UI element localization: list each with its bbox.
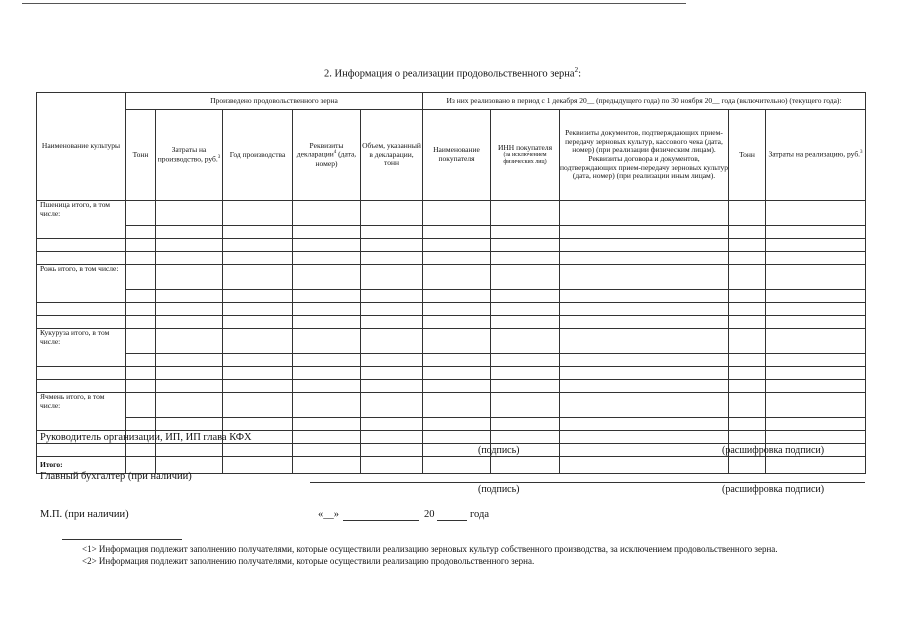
data-cell[interactable] <box>126 303 156 316</box>
data-cell[interactable] <box>361 252 423 265</box>
data-cell[interactable] <box>560 316 729 329</box>
data-cell[interactable] <box>156 444 223 457</box>
data-cell[interactable] <box>293 418 361 431</box>
data-cell[interactable] <box>729 393 766 418</box>
table-row <box>37 226 866 239</box>
data-cell[interactable] <box>156 303 223 316</box>
data-cell[interactable] <box>491 303 560 316</box>
data-cell[interactable] <box>560 303 729 316</box>
data-cell[interactable] <box>491 226 560 239</box>
data-cell[interactable] <box>361 290 423 303</box>
data-cell[interactable] <box>560 354 729 367</box>
data-cell[interactable] <box>126 329 156 354</box>
data-cell[interactable] <box>491 316 560 329</box>
data-cell[interactable] <box>491 201 560 226</box>
grain-sales-table <box>36 92 866 474</box>
accountant-decode-caption: (расшифровка подписи) <box>722 484 825 495</box>
data-cell[interactable] <box>491 354 560 367</box>
data-cell[interactable] <box>293 380 361 393</box>
data-cell[interactable] <box>293 457 361 474</box>
table-row <box>37 316 866 329</box>
data-cell[interactable] <box>491 239 560 252</box>
data-cell[interactable] <box>223 354 293 367</box>
crop-name-cell: Рожь итого, в том числе: <box>37 265 126 303</box>
data-cell[interactable] <box>423 367 491 380</box>
data-cell[interactable] <box>423 431 491 444</box>
header-transfer-documents: Реквизиты документов, подтверждающих прием-передачу зерновых культур, кассового чека (дата, номер) (при реализации физическим лицам). Реквизиты договора и документов, подтверждающих прием-передачу зерновых культур (дата, номер) (при реализации иным лицам). <box>560 110 729 201</box>
data-cell[interactable] <box>361 444 423 457</box>
footnote-2: <2> Информация подлежит заполнению получателями, которые осуществили реализацию продовольственного зерна. <box>82 556 535 566</box>
data-cell[interactable] <box>156 418 223 431</box>
data-cell[interactable] <box>293 316 361 329</box>
data-cell[interactable] <box>361 418 423 431</box>
head-signature-label: Руководитель организации, ИП, ИП глава КФХ <box>40 432 252 443</box>
data-cell[interactable] <box>560 290 729 303</box>
data-cell[interactable] <box>560 226 729 239</box>
crop-name-cell: Ячмень итого, в том числе: <box>37 393 126 431</box>
data-cell[interactable] <box>361 316 423 329</box>
data-cell[interactable] <box>223 290 293 303</box>
data-cell[interactable] <box>361 265 423 290</box>
data-cell[interactable] <box>766 201 866 226</box>
date-month-line <box>343 520 419 521</box>
data-cell[interactable] <box>766 303 866 316</box>
data-cell[interactable] <box>729 380 766 393</box>
table-row <box>37 201 866 226</box>
header-group-sold: Из них реализовано в период с 1 декабря 20__ (предыдущего года) по 30 ноября 20__ года (включительно) (текущего года): <box>423 93 866 110</box>
data-cell[interactable] <box>223 303 293 316</box>
crop-name-cell: Кукуруза итого, в том числе: <box>37 329 126 367</box>
data-cell[interactable] <box>293 393 361 418</box>
table-row <box>37 239 866 252</box>
date-day: «__» <box>318 509 339 520</box>
data-cell[interactable] <box>293 354 361 367</box>
data-cell[interactable] <box>423 393 491 418</box>
total-label: Итого: <box>37 457 126 474</box>
accountant-signature-label: Главный бухгалтер (при наличии) <box>40 471 192 482</box>
data-cell[interactable] <box>423 329 491 354</box>
data-cell[interactable] <box>156 265 223 290</box>
data-cell[interactable] <box>37 380 126 393</box>
data-cell[interactable] <box>293 265 361 290</box>
data-cell[interactable] <box>491 380 560 393</box>
data-cell[interactable] <box>293 444 361 457</box>
data-cell[interactable] <box>560 265 729 290</box>
data-cell[interactable] <box>560 380 729 393</box>
data-cell[interactable] <box>223 380 293 393</box>
table-row <box>37 354 866 367</box>
data-cell[interactable] <box>361 393 423 418</box>
data-cell[interactable] <box>729 303 766 316</box>
data-cell[interactable] <box>729 316 766 329</box>
header-tons: Тонн <box>126 110 156 201</box>
data-cell[interactable] <box>223 444 293 457</box>
data-cell[interactable] <box>766 457 866 474</box>
header-production-costs: Затраты на производство, руб.$^3$ <box>156 110 223 201</box>
footnote-separator <box>62 539 182 540</box>
data-cell[interactable] <box>126 239 156 252</box>
table-row <box>37 265 866 290</box>
table-row <box>37 380 866 393</box>
data-cell[interactable] <box>156 226 223 239</box>
data-cell[interactable] <box>156 290 223 303</box>
table-row <box>37 252 866 265</box>
header-buyer-inn: ИНН покупателя (за исключением физических лиц) <box>491 110 560 201</box>
data-cell[interactable] <box>156 354 223 367</box>
data-cell[interactable] <box>729 367 766 380</box>
data-cell[interactable] <box>37 444 126 457</box>
data-cell[interactable] <box>491 393 560 418</box>
data-cell[interactable] <box>37 303 126 316</box>
header-sales-costs: Затраты на реализацию, руб.$^3$ <box>766 110 866 201</box>
data-cell[interactable] <box>766 265 866 290</box>
data-cell[interactable] <box>37 367 126 380</box>
data-cell[interactable] <box>361 367 423 380</box>
data-cell[interactable] <box>423 354 491 367</box>
data-cell[interactable] <box>423 252 491 265</box>
data-cell[interactable] <box>423 290 491 303</box>
data-cell[interactable] <box>223 316 293 329</box>
data-cell[interactable] <box>766 367 866 380</box>
data-cell[interactable] <box>37 239 126 252</box>
data-cell[interactable] <box>423 380 491 393</box>
data-cell[interactable] <box>156 239 223 252</box>
data-cell[interactable] <box>126 418 156 431</box>
data-cell[interactable] <box>293 431 361 444</box>
data-cell[interactable] <box>560 457 729 474</box>
data-cell[interactable] <box>729 239 766 252</box>
data-cell[interactable] <box>766 239 866 252</box>
data-cell[interactable] <box>361 457 423 474</box>
data-cell[interactable] <box>729 329 766 354</box>
data-cell[interactable] <box>293 201 361 226</box>
data-cell[interactable] <box>126 226 156 239</box>
data-cell[interactable] <box>491 252 560 265</box>
data-cell[interactable] <box>729 457 766 474</box>
data-cell[interactable] <box>293 252 361 265</box>
data-cell[interactable] <box>293 290 361 303</box>
table-row <box>37 418 866 431</box>
data-cell[interactable] <box>729 290 766 303</box>
header-production-year: Год производства <box>223 110 293 201</box>
data-cell[interactable] <box>126 265 156 290</box>
data-cell[interactable] <box>361 329 423 354</box>
data-cell[interactable] <box>223 329 293 354</box>
header-crop-name: Наименование культуры <box>37 93 126 201</box>
data-cell[interactable] <box>491 329 560 354</box>
data-cell[interactable] <box>361 201 423 226</box>
data-cell[interactable] <box>766 329 866 354</box>
data-cell[interactable] <box>491 431 560 444</box>
data-cell[interactable] <box>223 252 293 265</box>
data-cell[interactable] <box>729 431 766 444</box>
date-year-line <box>437 520 467 521</box>
data-cell[interactable] <box>491 367 560 380</box>
table-row <box>37 329 866 354</box>
data-cell[interactable] <box>293 239 361 252</box>
data-cell[interactable] <box>423 226 491 239</box>
data-cell[interactable] <box>729 418 766 431</box>
data-cell[interactable] <box>293 367 361 380</box>
header-declared-volume: Объем, указанный в декларации, тонн <box>361 110 423 201</box>
data-cell[interactable] <box>560 444 729 457</box>
data-cell[interactable] <box>560 431 729 444</box>
header-group-produced: Произведено продовольственного зерна <box>126 93 423 110</box>
data-cell[interactable] <box>766 226 866 239</box>
table-row <box>37 393 866 418</box>
date-year-prefix: 20 <box>424 509 435 520</box>
data-cell[interactable] <box>223 457 293 474</box>
data-cell[interactable] <box>766 380 866 393</box>
data-cell[interactable] <box>37 252 126 265</box>
data-cell[interactable] <box>423 265 491 290</box>
data-cell[interactable] <box>423 201 491 226</box>
accountant-signature-line <box>310 482 865 483</box>
data-cell[interactable] <box>156 201 223 226</box>
data-cell[interactable] <box>766 252 866 265</box>
data-cell[interactable] <box>560 367 729 380</box>
data-cell[interactable] <box>223 418 293 431</box>
data-cell[interactable] <box>560 252 729 265</box>
data-cell[interactable] <box>560 201 729 226</box>
data-cell[interactable] <box>223 367 293 380</box>
data-cell[interactable] <box>126 316 156 329</box>
data-cell[interactable] <box>37 316 126 329</box>
head-sign-caption: (подпись) <box>478 445 520 456</box>
data-cell[interactable] <box>766 418 866 431</box>
data-cell[interactable] <box>223 265 293 290</box>
footnote-1: <1> Информация подлежит заполнению получателями, которые осуществили реализацию зерновых культур собственного производства, за исключением продовольственного зерна. <box>82 544 778 554</box>
data-cell[interactable] <box>491 457 560 474</box>
data-cell[interactable] <box>126 201 156 226</box>
data-cell[interactable] <box>729 226 766 239</box>
data-cell[interactable] <box>766 393 866 418</box>
table-row <box>37 290 866 303</box>
data-cell[interactable] <box>156 252 223 265</box>
table-row <box>37 367 866 380</box>
seal-label: М.П. (при наличии) <box>40 509 129 520</box>
data-cell[interactable] <box>423 457 491 474</box>
data-cell[interactable] <box>361 226 423 239</box>
data-cell[interactable] <box>729 265 766 290</box>
data-cell[interactable] <box>423 418 491 431</box>
data-cell[interactable] <box>293 226 361 239</box>
data-cell[interactable] <box>126 252 156 265</box>
data-cell[interactable] <box>766 354 866 367</box>
data-cell[interactable] <box>126 367 156 380</box>
data-cell[interactable] <box>223 239 293 252</box>
header-buyer-name: Наименование покупателя <box>423 110 491 201</box>
data-cell[interactable] <box>223 226 293 239</box>
header-declaration-details: Реквизиты декларации$^4$ (дата, номер) <box>293 110 361 201</box>
data-cell[interactable] <box>361 239 423 252</box>
data-cell[interactable] <box>126 354 156 367</box>
data-cell[interactable] <box>223 393 293 418</box>
data-cell[interactable] <box>729 252 766 265</box>
head-signature-line <box>310 443 865 444</box>
top-rule <box>22 3 686 4</box>
data-cell[interactable] <box>223 201 293 226</box>
data-cell[interactable] <box>423 239 491 252</box>
data-cell[interactable] <box>156 367 223 380</box>
data-cell[interactable] <box>560 418 729 431</box>
data-cell[interactable] <box>361 431 423 444</box>
data-cell[interactable] <box>361 354 423 367</box>
date-year-suffix: года <box>470 509 489 520</box>
data-cell[interactable] <box>361 380 423 393</box>
data-cell[interactable] <box>729 201 766 226</box>
accountant-sign-caption: (подпись) <box>478 484 520 495</box>
data-cell[interactable] <box>423 316 491 329</box>
data-cell[interactable] <box>491 290 560 303</box>
data-cell[interactable] <box>126 393 156 418</box>
data-cell[interactable] <box>560 393 729 418</box>
data-cell[interactable] <box>766 431 866 444</box>
data-cell[interactable] <box>491 265 560 290</box>
data-cell[interactable] <box>423 303 491 316</box>
data-cell[interactable] <box>126 290 156 303</box>
head-decode-caption: (расшифровка подписи) <box>722 445 825 456</box>
data-cell[interactable] <box>156 380 223 393</box>
data-cell[interactable] <box>293 303 361 316</box>
page-title: 2. Информация о реализации продовольственного зерна$^2$: <box>324 66 581 80</box>
data-cell[interactable] <box>766 290 866 303</box>
data-cell[interactable] <box>729 354 766 367</box>
data-cell[interactable] <box>156 316 223 329</box>
crop-name-cell: Пшеница итого, в том числе: <box>37 201 126 239</box>
data-cell[interactable] <box>361 303 423 316</box>
data-cell[interactable] <box>766 316 866 329</box>
header-tons-sold: Тонн <box>729 110 766 201</box>
data-cell[interactable] <box>126 444 156 457</box>
data-cell[interactable] <box>156 329 223 354</box>
data-cell[interactable] <box>293 329 361 354</box>
data-cell[interactable] <box>560 239 729 252</box>
data-cell[interactable] <box>126 380 156 393</box>
data-cell[interactable] <box>560 329 729 354</box>
table-row <box>37 303 866 316</box>
data-cell[interactable] <box>491 418 560 431</box>
data-cell[interactable] <box>156 393 223 418</box>
